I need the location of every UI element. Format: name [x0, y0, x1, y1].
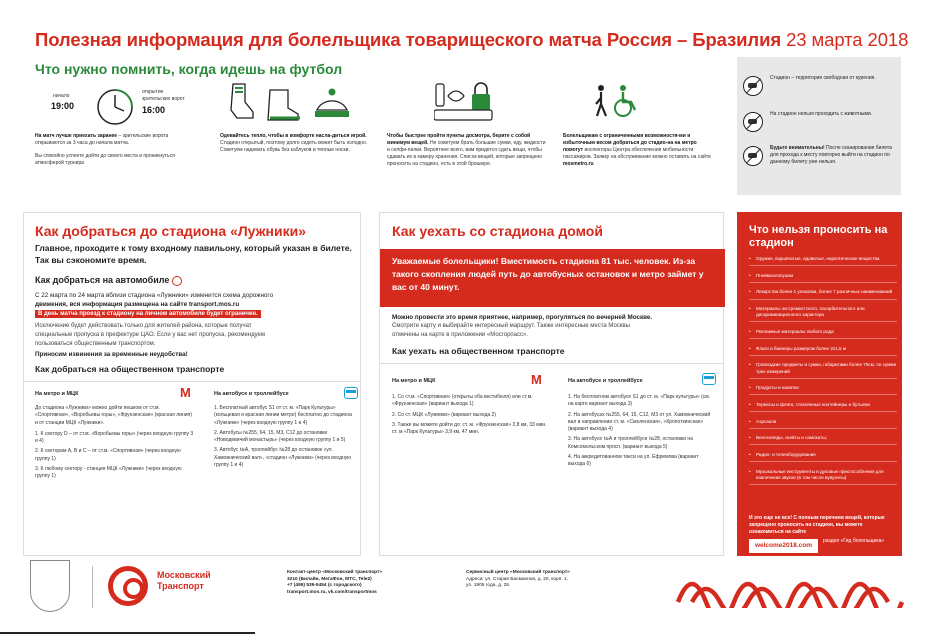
moscow-coat-of-arms-icon — [30, 560, 70, 612]
how-to-leave-panel — [379, 212, 724, 556]
start-label: начало — [53, 93, 70, 99]
no-reentry-icon — [743, 146, 763, 166]
bag-and-lock-icon — [434, 80, 494, 124]
rule-no-animals: На стадион нельзя проходить с животными. — [743, 109, 895, 137]
gates-time: 16:00 — [142, 105, 166, 115]
pt-heading: Как добраться на общественном транспорте — [35, 364, 225, 374]
tip-dress-warm: Одевайтесь тепло, чтобы в комфорте насла-диться игрой. Стадион открытый, поэтому долго сидеть может быть холодно. Советуем надевать обувь без каблуков и теплые носки. — [220, 133, 368, 153]
start-time: 19:00 — [51, 101, 75, 111]
clock-illustration — [45, 85, 200, 129]
walk-text-2: Смотрите карту и выбирайте интересный маршрут. Также интересные места Москвы — [392, 323, 630, 329]
metro-heading: На метро и МЦК — [35, 391, 79, 397]
metro-heading: На метро и МЦК — [392, 378, 436, 384]
moscow-transport-logo-icon — [108, 566, 148, 606]
metro-list: До стадиона «Лужники» можно дойти пешком от ст.м. «Спортивная», «Воробьевы горы», «Фрунзенская» (красная линия) и от станции МЦК «Лужники». 1. К сектору D – от ст.м. «Воробьевы горы» (через входную группу 3 и 4) 2. К секторам A, B и C – от ст.м. «Спортивная» (через входную группу 1) 3. К любому сектору - станция МЦК «Лужники» (через входную группу 1) — [35, 405, 194, 479]
title-text: Полезная информация для болельщика товарищеского матча Россия – Бразилия — [35, 29, 782, 50]
tip-limited-mobility: Болельщикам с ограниченными возможностя-ми и избыточным весом добраться до стадио-на на метро помогут инспекторы Центра обеспечения мобильности пассажиров. Заявку на обслуживание можно оставить на сайте mosmetro.ru — [563, 133, 711, 167]
decorative-wave-pattern — [672, 562, 907, 608]
prohibited-item: • Велосипеды, скейты и самокаты; — [749, 435, 897, 445]
service-center: Сервисный центр «Московский транспорт» Адреса: ул. Старая Басманная, д. 20, корп. 1; ул. 1905 года, д. 25. — [466, 570, 570, 589]
accessibility-icon — [593, 84, 641, 120]
metro-icon: M — [531, 372, 542, 387]
car-text-4: специальные пропуска в префектуре ЦАО. Если у вас нет пропуска, рекомендуем — [35, 332, 265, 338]
full-list-note: И это еще не все! С полным перечнем вещей, которые запрещено проносить на стадион, вы можете ознакомиться на сайте — [749, 515, 885, 535]
brand-name: Московский Транспорт — [157, 570, 211, 591]
metro-icon: M — [180, 385, 191, 400]
prohibited-item: • Музыкальные инструменты и духовые приспособления для извлечения звуков (в том числе вувузелы) — [749, 469, 897, 485]
walk-text-1: Можно провести это время приятнее, например, прогуляться по вечерней Москве. — [392, 314, 653, 321]
car-highlight: В день матча проезд к стадиону на личном автомобиле будет ограничен. — [35, 310, 261, 318]
panel-title: Как добраться до стадиона «Лужники» — [35, 223, 307, 239]
bus-heading: На автобусе и троллейбусе — [568, 378, 643, 384]
welcome-site-link[interactable]: welcome2018.com — [749, 539, 818, 553]
gates-label-2: зрительских ворот — [142, 96, 185, 102]
pt-heading: Как уехать на общественном транспорте — [392, 346, 565, 356]
tip-arrive-early-2: Вы спокойно успеете дойти до своего места и проникнуться атмосферой турнира — [35, 153, 175, 166]
prohibited-item: • Радио- и телеоборудование — [749, 452, 897, 462]
tip-minimum-items: Чтобы быстрее пройти пункты досмотра, берите с собой минимум вещей. Не советуем брать большие сумки, еду, жидкости и селфи-палки. Вероятнее всего, вам придется сдать вещи, чтобы сдавать их в камеру хранения. Список вещей, которые запрещено проносить на стадион, есть в этой брошюре. — [387, 133, 546, 167]
bus-icon — [344, 387, 358, 399]
clock-icon — [95, 87, 135, 127]
contact-center: Контакт-центр «Московский транспорт» 3210 (Билайн, МегаФон, МТС, Tele2) +7 (495) 539-5454 (с городского) transport.mos.ru, vk.com/transportmos — [287, 570, 383, 596]
rule-no-smoking: Стадион – территория свободная от курения. — [743, 73, 895, 101]
prohibited-item: • Термосы и фляги, стеклянные контейнеры и бутылки — [749, 402, 897, 412]
walk-text-3: отмечены на карте в приложении «Мосгорпасс». — [392, 332, 528, 338]
gates-label-1: открытие — [142, 89, 164, 95]
metro-list: 1. Со ст.м. «Спортивная» (открыты оба вестибюля) или ст.м. «Фрунзенская» (вариант выхода 1) 2. Со ст. МЦК «Лужники» (вариант выхода 2) 3. Также вы можете дойти до: ст. м. «Фрунзенская» 2,8 км, 33 мин. ст. м «Парк Культуры» 3,9 км, 47 мин. — [392, 394, 547, 435]
footer — [0, 560, 930, 642]
capacity-banner: Уважаемые болельщики! Вместимость стадиона 81 тыс. человек. Из-за такого скопления людей путь до автобусных остановок и метро займет у вас от 40 минут. — [380, 249, 725, 307]
bus-heading: На автобусе и троллейбусе — [214, 391, 289, 397]
title-date: 23 марта 2018 — [786, 29, 909, 50]
rule-no-reentry: Будьте внимательны! После сканирования билета для прохода к месту повторно выйти на стадион по данному билету уже нельзя. — [743, 143, 895, 189]
prohibited-item: • Аэрозоли — [749, 419, 897, 429]
prohibited-item: • Оружие, взрывчатые, ядовитые, наркотические вещества — [749, 256, 897, 266]
no-animals-icon — [743, 112, 763, 132]
divider — [24, 381, 360, 382]
panel-lead: Главное, проходите к тому входному павильону, который указан в билете. Так вы сэкономите время. — [35, 243, 352, 265]
mosmetro-link[interactable]: mosmetro.ru — [563, 161, 594, 167]
fan-guide-section: раздел «Гид болельщика» — [823, 538, 885, 544]
prohibited-items-panel — [737, 212, 902, 556]
prohibited-item: • Лекарства более 1 упаковки, более 7 различных наименований — [749, 289, 897, 299]
prohibited-item: • Громоздкие предметы и сумки, габаритами более 75см. по сумме трех измерений — [749, 362, 897, 378]
car-text-1: С 22 марта по 24 марта вблизи стадиона «Лужники» изменится схема дорожного — [35, 292, 274, 299]
bus-icon — [702, 373, 716, 385]
panel-title: Что нельзя проносить на стадион — [749, 224, 888, 250]
prohibited-item: • Пневмохлопушки — [749, 273, 897, 283]
page-title — [35, 29, 908, 51]
prohibited-item: • Продукты и напитки — [749, 385, 897, 395]
prohibited-item: • Рекламные материалы любого рода — [749, 329, 897, 339]
bottom-rule — [0, 632, 255, 634]
divider — [380, 363, 723, 364]
car-text-5: пользоваться общественным транспортом. — [35, 341, 156, 347]
stadium-rules-box — [737, 57, 901, 195]
divider — [92, 566, 93, 608]
car-text-6: Приносим извинения за временные неудобства! — [35, 351, 188, 358]
car-text-3: Исключение будет действовать только для жителей района, которые получат — [35, 323, 252, 329]
tip-arrive-early: На матч лучше приехать заранее – зрительские ворота открываются за 3 часа до начала матча. — [35, 133, 169, 146]
bus-list: 1. Бесплатный автобус S1 от ст. м. «Парк Культуры» (кольцевая и красная линии метро) бесплатно до стадиона «Лужники» (через входную группу 1 и 4) 2. Автобусы №255, 64, 15, М3, С12 до остановки «Новодевичий монастырь» (через входную группу 1 и 5) 3. Автобус №А, троллейбус №28 до остановок «ул. Хамовнический вал», «стадион «Лужники» (через входную группу 1 и 4) — [214, 405, 352, 468]
prohibited-list — [749, 256, 897, 492]
car-text-2: движения, вся информация размещена на сайте transport.mos.ru — [35, 301, 240, 308]
prohibited-item: • Флаги и баннеры размером более 2х1,5 м — [749, 346, 897, 356]
no-smoking-icon — [743, 76, 763, 96]
how-to-get-panel — [23, 212, 361, 556]
warm-clothes-icon — [225, 80, 350, 124]
car-heading: Как добраться на автомобиле — [35, 275, 182, 286]
bus-list: 1. На бесплатном автобусе S1 до ст. м. «Парк культуры» (см. на карте вариант выхода 3) 2. На автобусах №255, 64, 15, С12, М3 от ул. Хамовнический вал в направлении ст. м. «Смоленская», «Кропоткинская» (вариант выхода 4) 3. На автобусе №А и троллейбусе №28, остановки на Комсомольском просп. (вариант выхода 5) 4. На аккредитованном такси на ул. Ефремова (вариант выхода 6) — [568, 394, 711, 467]
no-car-icon — [172, 276, 182, 286]
panel-title: Как уехать со стадиона домой — [392, 223, 603, 239]
section-subtitle: Что нужно помнить, когда идешь на футбол — [35, 61, 343, 77]
prohibited-item: • Материалы экстремистского, оскорбительного или дискриминационного характера — [749, 306, 897, 322]
